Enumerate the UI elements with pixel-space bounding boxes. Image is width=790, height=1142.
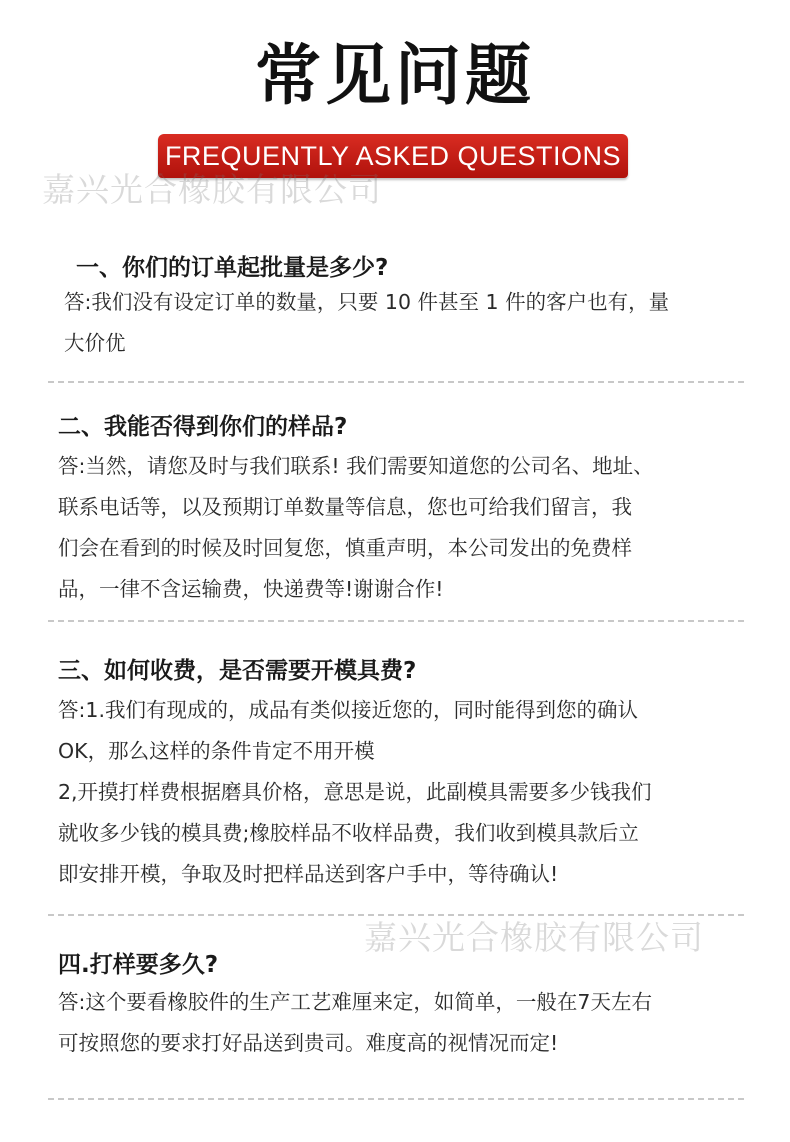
faq-answer-line: 答:我们没有设定订单的数量，只要 10 件甚至 1 件的客户也有，量 — [64, 290, 670, 314]
faq-answer-line: 就收多少钱的模具费;橡胶样品不收样品费，我们收到模具款后立 — [58, 821, 639, 845]
faq-question-4: 四.打样要多久? — [58, 952, 219, 978]
faq-banner: FREQUENTLY ASKED QUESTIONS — [158, 134, 628, 178]
faq-answer-line: 答:这个要看橡胶件的生产工艺难厘来定，如简单，一般在7天左右 — [58, 990, 652, 1014]
faq-question-2: 二、我能否得到你们的样品? — [58, 414, 348, 440]
faq-answer-line: 答:1.我们有现成的，成品有类似接近您的，同时能得到您的确认 — [58, 698, 638, 722]
faq-answer-line: 答:当然，请您及时与我们联系! 我们需要知道您的公司名、地址、 — [58, 454, 654, 478]
divider — [48, 381, 744, 383]
faq-answer-line: 大价优 — [64, 331, 126, 355]
faq-question-1: 一、你们的订单起批量是多少? — [76, 255, 389, 281]
faq-answer-line: 可按照您的要求打好品送到贵司。难度高的视情况而定! — [58, 1031, 559, 1055]
divider — [48, 620, 744, 622]
faq-answer-3 — [58, 690, 652, 895]
faq-answer-line: 品，一律不含运输费，快递费等!谢谢合作! — [58, 577, 444, 601]
faq-answer-line: OK，那么这样的条件肯定不用开模 — [58, 739, 375, 763]
watermark: 嘉兴光合橡胶有限公司 — [42, 170, 382, 209]
faq-answer-2 — [58, 446, 654, 610]
faq-question-3: 三、如何收费，是否需要开模具费? — [58, 658, 417, 684]
faq-answer-line: 即安排开模，争取及时把样品送到客户手中，等待确认! — [58, 862, 559, 886]
faq-answer-line: 联系电话等，以及预期订单数量等信息，您也可给我们留言，我 — [58, 495, 632, 519]
faq-answer-1 — [64, 282, 669, 364]
watermark: 嘉兴光合橡胶有限公司 — [364, 918, 704, 957]
divider — [48, 1098, 744, 1100]
page-title: 常见问题 — [255, 37, 535, 114]
faq-answer-4 — [58, 982, 652, 1064]
faq-answer-line: 2,开摸打样费根据磨具价格，意思是说，此副模具需要多少钱我们 — [58, 780, 652, 804]
faq-answer-line: 们会在看到的时候及时回复您，慎重声明，本公司发出的免费样 — [58, 536, 632, 560]
